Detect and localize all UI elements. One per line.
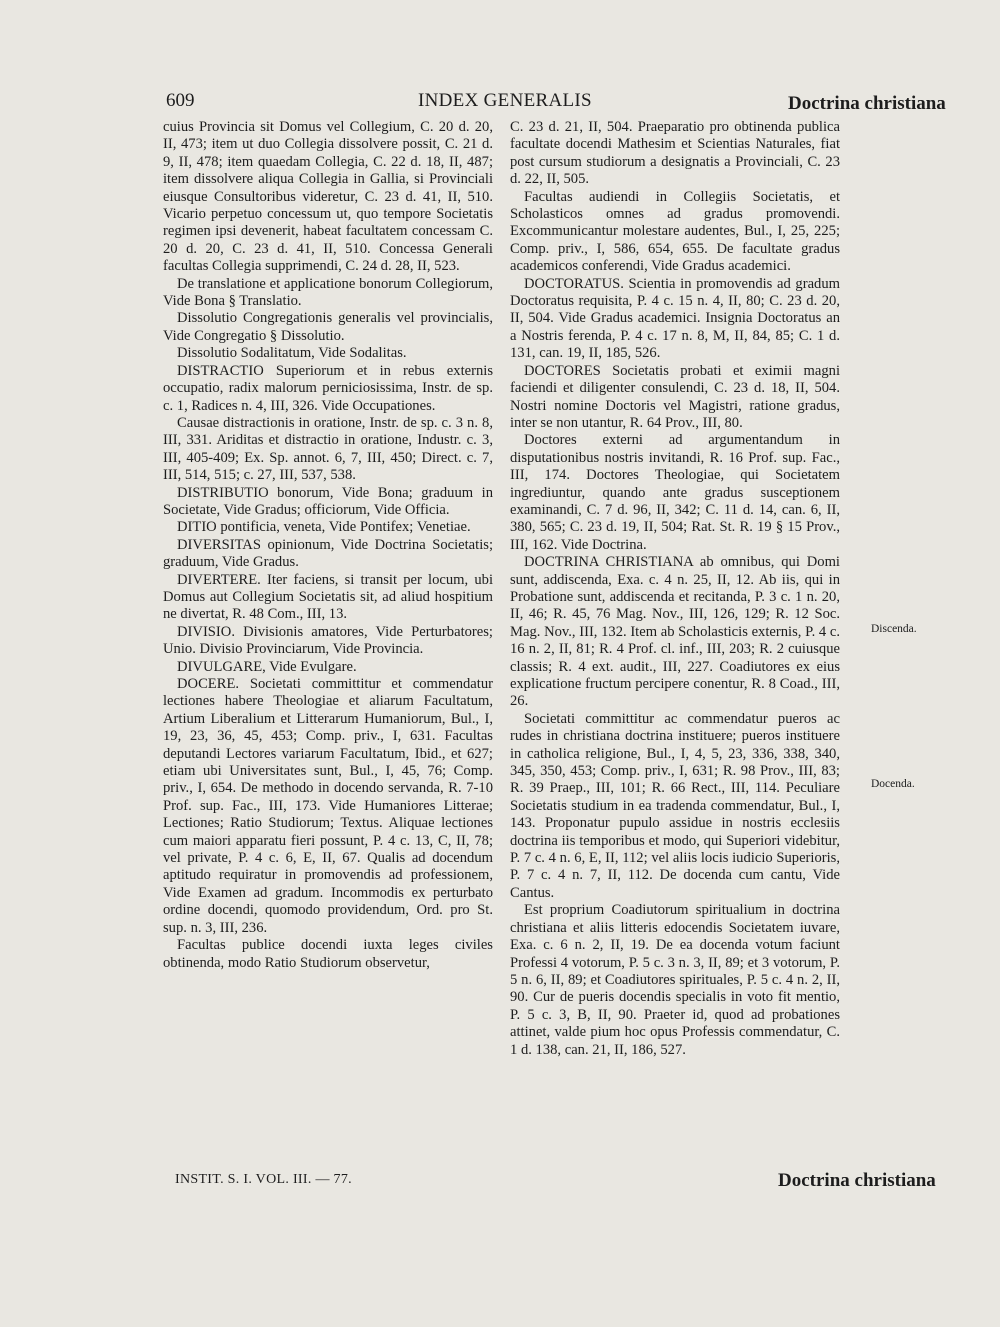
paragraph: DOCTORES Societatis probati et eximii magni faciendi et diligenter consulendi, C. 23 d. 18, II, 504. Nostri nomine Doctoris vel Magistri, ratione gradus, inter se non utantur, R. 64 Prov., III, 80.: [510, 362, 840, 431]
margin-note-docenda: Docenda.: [871, 778, 915, 790]
paragraph: DIVERSITAS opinionum, Vide Doctrina Societatis; graduum, Vide Gradus.: [163, 536, 493, 571]
paragraph: DOCERE. Societati committitur et commendatur lectiones habere Theologiae et aliarum Facultatum, Artium Liberalium et Litterarum Humaniorum, Bul., I, 19, 23, 36, 45, 453; Comp. priv., I, 631. Facultas deputandi Lectores variarum Facultatum, Ibid., et 627; etiam ubi Universitates sunt, Bul., I, 45, 76; Comp. priv., I, 654. De methodo in docendo servanda, R. 7-10 Prof. sup. Fac., III, 173. Vide Humaniores Litterae; Lectiones; Ratio Studiorum; Textus. Aliquae lectiones cum maiori apparatu fieri possunt, P. 4 c. 13, C, II, 78; vel private, P. 4 c. 6, E, II, 67. Qualis ad docendum aptitudo requiratur in promovendis ad professionem, Vide Examen ad gradum. Incommodis ex perturbato ordine docendi, quomodo providendum, Ord. pro St. sup. n. 3, III, 236.: [163, 676, 493, 936]
paragraph: DISTRIBUTIO bonorum, Vide Bona; graduum in Societate, Vide Gradus; officiorum, Vide Officia.: [163, 484, 493, 518]
left-column: [163, 119, 493, 972]
paragraph: cuius Provincia sit Domus vel Collegium, C. 20 d. 20, II, 473; item ut duo Collegia dissolvere possit, C. 21 d. 9, II, 478; item quaedam Collegia, C. 22 d. 18, II, 487; item dissolvere aliqua Collegia in Gallia, si Provinciali eiusque Consultoribus videretur, C. 23 d. 41, II, 510. Vicario perpetuo concessum ut, quo tempore Societatis regimen ipsi devenerit, habeat facultatem concessam C. 20 d. 20, C. 23 d. 41, II, 510. Concessa Generali facultas Collegia supprimendi, C. 24 d. 28, II, 523.: [163, 119, 493, 275]
paragraph: Dissolutio Congregationis generalis vel provincialis, Vide Congregatio § Dissolutio.: [163, 310, 493, 344]
footer-volume-line: INSTIT. S. I. VOL. III. — 77.: [175, 1172, 352, 1187]
footer-catchword: Doctrina christiana: [778, 1170, 936, 1191]
paragraph: DITIO pontificia, veneta, Vide Pontifex; Venetiae.: [177, 519, 471, 536]
paragraph: C. 23 d. 21, II, 504. Praeparatio pro obtinenda publica facultate docendi Mathesim et Scientias Naturales, fiat post cursum studiorum a designatis a Provinciali, C. 23 d. 22, II, 505.: [510, 119, 840, 188]
running-title: INDEX GENERALIS: [418, 90, 592, 111]
paragraph: DIVULGARE, Vide Evulgare.: [177, 658, 357, 675]
paragraph: DIVERTERE. Iter faciens, si transit per locum, ubi Domus aut Collegium Societatis sit, ad aliud hospitium ne divertat, R. 48 Com., III, 13.: [163, 571, 493, 623]
paragraph: DOCTRINA CHRISTIANA ab omnibus, qui Domi sunt, addiscenda, Exa. c. 4 n. 25, II, 12. Ab iis, qui in Probatione sunt, addiscenda et recitanda, P. 3 c. 1 n. 20, II, 46; R. 45, 76 Mag. Nov., III, 126, 129; R. 12 Soc. Mag. Nov., III, 132. Item ab Scholasticis externis, P. 4 c. 16 n. 2, II, 81; R. 4 Prof. cl. inf., III, 203; R. 2 cuiusque classis; R. 4 ext. audit., III, 227. Coadiutores ex eius explicatione fructum percipere conentur, R. 8 Coad., III, 26.: [510, 554, 840, 710]
paragraph: DIVISIO. Divisionis amatores, Vide Perturbatores; Unio. Divisio Provinciarum, Vide Provincia.: [163, 623, 493, 658]
header-entry-word: Doctrina christiana: [788, 93, 946, 114]
paragraph: Doctores externi ad argumentandum in disputationibus nostris invitandi, R. 16 Prof. sup. Fac., III, 174. Doctores Theologiae, qui Societatem ingrediuntur, quando ante gradus susceptionem examinandi, C. 7 d. 96, II, 342; C. 11 d. 14, can. 6, II, 380, 565; C. 23 d. 19, II, 504; Rat. St. R. 19 § 15 Prov., III, 162. Vide Doctrina.: [510, 432, 840, 553]
paragraph: DISTRACTIO Superiorum et in rebus externis occupatio, radix malorum perniciosissima, Instr. de sp. c. 1, Radices n. 4, III, 326. Vide Occupationes.: [163, 362, 493, 414]
paragraph: Societati committitur ac commendatur pueros ac rudes in christiana doctrina instituere; pueros instituere in catholica religione, Bul., I, 4, 5, 23, 336, 338, 340, 345, 350, 453; Comp. priv., I, 631; R. 98 Prov., III, 83; R. 39 Praep., III, 101; R. 66 Rect., III, 114. Peculiare Societatis studium in ea tradenda commendatur, Bul., I, 143. Proponatur pupulo assidue in nostris ecclesiis doctrina iis temporibus et modo, qui Superiori videbitur, P. 7 c. 4 n. 6, E, II, 112; vel aliis locis iudicio Superioris, P. 7 c. 4 n. 7, II, 112. De docenda cum cantu, Vide Cantus.: [510, 710, 840, 901]
page-number: 609: [166, 90, 195, 111]
paragraph: Est proprium Coadiutorum spiritualium in doctrina christiana et aliis litteris edocendis Societatem iuvare, Exa. c. 6 n. 2, II, 19. De ea docenda votum faciunt Professi 4 votorum, P. 5 c. 3 n. 3, II, 89; et 3 votorum, P. 5 n. 6, II, 89; et Coadiutores spirituales, P. 5 c. 4 n. 2, II, 90. Cur de pueris docendis specialis in voto fit mentio, P. 5 c. 3, B, II, 90. Praeter id, quod ad probationes attinet, valde pium hoc opus Professis commendatur, C. 1 d. 138, can. 21, II, 186, 527.: [510, 902, 840, 1058]
right-column: [510, 119, 840, 1059]
paragraph: Facultas audiendi in Collegiis Societatis, et Scholasticos omnes ad gradus promovendi. Excommunicantur molestare audentes, Bul., I, 25, 225; Comp. priv., I, 586, 654, 655. De facultate gradus academicos conferendi, Vide Gradus academici.: [510, 188, 840, 275]
margin-note-discenda: Discenda.: [871, 623, 917, 635]
paragraph: Facultas publice docendi iuxta leges civiles obtinenda, modo Ratio Studiorum observetur,: [163, 937, 493, 971]
paragraph: DOCTORATUS. Scientia in promovendis ad gradum Doctoratus requisita, P. 4 c. 15 n. 4, II, 80; C. 23 d. 20, II, 504. Vide Gradus academici. Insignia Doctoratus an a Nostris ferenda, P. 4 c. 17 n. 8, M, II, 84, 85; C. 1 d. 131, can. 19, II, 185, 526.: [510, 275, 840, 362]
paragraph: De translatione et applicatione bonorum Collegiorum, Vide Bona § Translatio.: [163, 275, 493, 310]
paragraph: Causae distractionis in oratione, Instr. de sp. c. 3 n. 8, III, 331. Ariditas et distractio in oratione, Industr. c. 3, III, 405-409; Ex. Sp. annot. 6, 7, III, 450; Direct. c. 7, III, 514, 515; c. 27, III, 537, 538.: [163, 414, 493, 484]
paragraph: Dissolutio Sodalitatum, Vide Sodalitas.: [177, 345, 407, 362]
